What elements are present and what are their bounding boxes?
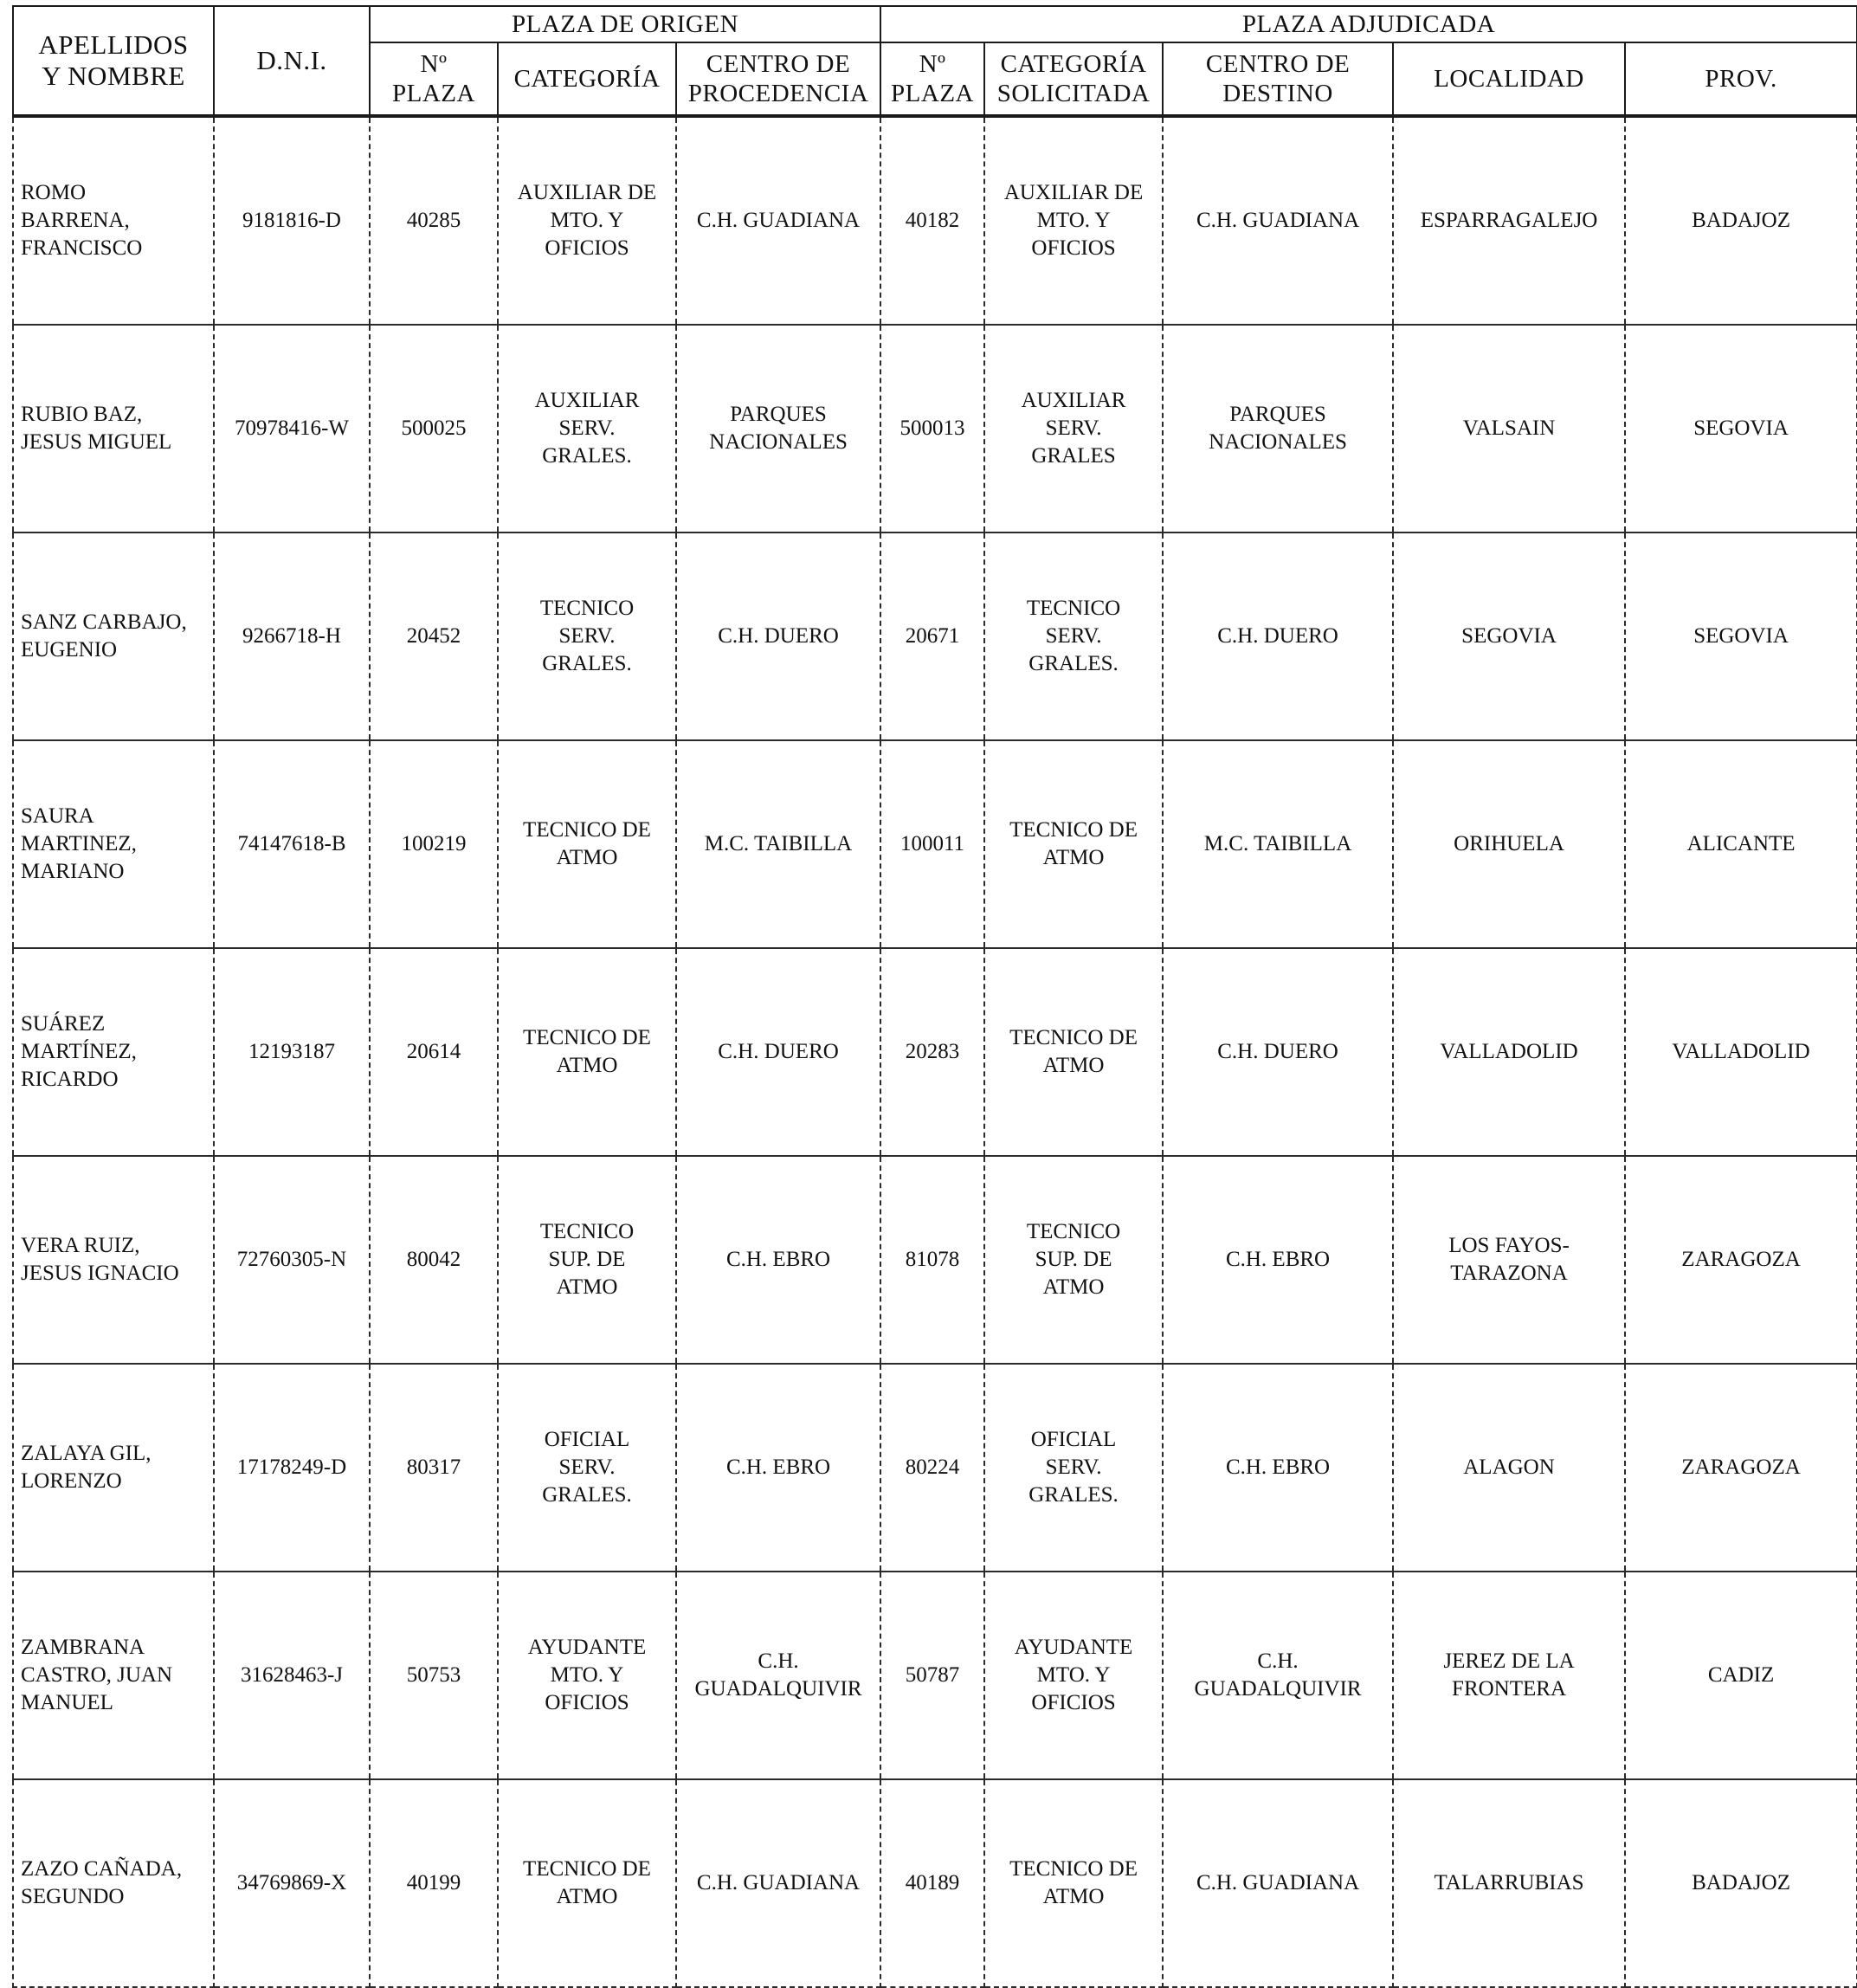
cell-name: SANZ CARBAJO, EUGENIO [13,532,214,740]
cell-centro-destino: M.C. TAIBILLA [1163,740,1393,948]
cell-categoria: TECNICO DE ATMO [498,1779,676,1987]
cell-name: VERA RUIZ, JESUS IGNACIO [13,1156,214,1364]
cell-n-plaza-origen: 40285 [370,116,498,325]
cell-prov: ZARAGOZA [1625,1156,1857,1364]
cell-n-plaza-adjudicada: 20671 [880,532,984,740]
cell-dni: 9266718-H [214,532,370,740]
cell-categoria: AUXILIAR DE MTO. Y OFICIOS [498,116,676,325]
cell-prov: SEGOVIA [1625,532,1857,740]
table-row [13,532,1857,740]
cell-dni: 9181816-D [214,116,370,325]
header-plaza-origen: PLAZA DE ORIGEN [370,6,880,42]
cell-localidad: TALARRUBIAS [1393,1779,1625,1987]
cell-n-plaza-origen: 100219 [370,740,498,948]
cell-dni: 34769869-X [214,1779,370,1987]
cell-name: ZAMBRANA CASTRO, JUAN MANUEL [13,1572,214,1779]
header-plaza-adjudicada: PLAZA ADJUDICADA [880,6,1857,42]
cell-prov: BADAJOZ [1625,1779,1857,1987]
cell-n-plaza-adjudicada: 80224 [880,1364,984,1572]
cell-n-plaza-origen: 20614 [370,948,498,1156]
cell-categoria-solicitada: OFICIAL SERV. GRALES. [984,1364,1163,1572]
header-categoria-solicitada: CATEGORÍA SOLICITADA [984,42,1163,116]
header-apellidos-nombre: APELLIDOS Y NOMBRE [13,6,214,116]
table-header [13,6,1857,116]
cell-prov: CADIZ [1625,1572,1857,1779]
cell-n-plaza-adjudicada: 500013 [880,325,984,532]
cell-prov: VALLADOLID [1625,948,1857,1156]
cell-centro-destino: PARQUES NACIONALES [1163,325,1393,532]
table-row [13,116,1857,325]
cell-centro-procedencia: C.H. EBRO [676,1364,880,1572]
cell-name: ZALAYA GIL, LORENZO [13,1364,214,1572]
header-localidad: LOCALIDAD [1393,42,1625,116]
cell-prov: BADAJOZ [1625,116,1857,325]
cell-categoria-solicitada: TECNICO SUP. DE ATMO [984,1156,1163,1364]
cell-categoria: TECNICO DE ATMO [498,740,676,948]
cell-centro-destino: C.H. GUADIANA [1163,1779,1393,1987]
cell-localidad: VALLADOLID [1393,948,1625,1156]
cell-centro-procedencia: C.H. GUADIANA [676,1779,880,1987]
cell-categoria-solicitada: AUXILIAR DE MTO. Y OFICIOS [984,116,1163,325]
cell-dni: 31628463-J [214,1572,370,1779]
cell-categoria: AUXILIAR SERV. GRALES. [498,325,676,532]
cell-prov: ALICANTE [1625,740,1857,948]
cell-categoria-solicitada: TECNICO DE ATMO [984,948,1163,1156]
cell-dni: 17178249-D [214,1364,370,1572]
cell-categoria-solicitada: AUXILIAR SERV. GRALES [984,325,1163,532]
table-row [13,1364,1857,1572]
cell-categoria-solicitada: AYUDANTE MTO. Y OFICIOS [984,1572,1163,1779]
cell-prov: SEGOVIA [1625,325,1857,532]
cell-prov: ZARAGOZA [1625,1364,1857,1572]
table-body [13,116,1857,1987]
cell-dni: 12193187 [214,948,370,1156]
cell-dni: 72760305-N [214,1156,370,1364]
cell-centro-procedencia: C.H. GUADIANA [676,116,880,325]
cell-localidad: LOS FAYOS- TARAZONA [1393,1156,1625,1364]
cell-name: RUBIO BAZ, JESUS MIGUEL [13,325,214,532]
cell-centro-destino: C.H. EBRO [1163,1156,1393,1364]
cell-n-plaza-origen: 40199 [370,1779,498,1987]
cell-localidad: VALSAIN [1393,325,1625,532]
cell-name: SAURA MARTINEZ, MARIANO [13,740,214,948]
header-n-plaza-origen: Nº PLAZA [370,42,498,116]
cell-centro-destino: C.H. GUADIANA [1163,116,1393,325]
cell-centro-destino: C.H. DUERO [1163,948,1393,1156]
table-row [13,1572,1857,1779]
cell-n-plaza-adjudicada: 50787 [880,1572,984,1779]
cell-categoria: TECNICO SUP. DE ATMO [498,1156,676,1364]
cell-categoria: TECNICO DE ATMO [498,948,676,1156]
cell-centro-procedencia: PARQUES NACIONALES [676,325,880,532]
cell-centro-procedencia: M.C. TAIBILLA [676,740,880,948]
header-categoria: CATEGORÍA [498,42,676,116]
cell-n-plaza-origen: 500025 [370,325,498,532]
cell-n-plaza-adjudicada: 81078 [880,1156,984,1364]
cell-n-plaza-origen: 80317 [370,1364,498,1572]
cell-n-plaza-adjudicada: 20283 [880,948,984,1156]
table-row [13,325,1857,532]
cell-dni: 70978416-W [214,325,370,532]
cell-name: ZAZO CAÑADA, SEGUNDO [13,1779,214,1987]
cell-n-plaza-adjudicada: 40189 [880,1779,984,1987]
cell-n-plaza-origen: 20452 [370,532,498,740]
cell-centro-destino: C.H. GUADALQUIVIR [1163,1572,1393,1779]
document-page [12,5,1857,1988]
cell-n-plaza-origen: 50753 [370,1572,498,1779]
cell-centro-procedencia: C.H. EBRO [676,1156,880,1364]
header-n-plaza-adjudicada: Nº PLAZA [880,42,984,116]
cell-localidad: ALAGON [1393,1364,1625,1572]
cell-categoria: OFICIAL SERV. GRALES. [498,1364,676,1572]
cell-localidad: SEGOVIA [1393,532,1625,740]
header-dni: D.N.I. [214,6,370,116]
cell-localidad: JEREZ DE LA FRONTERA [1393,1572,1625,1779]
cell-name: ROMO BARRENA, FRANCISCO [13,116,214,325]
cell-centro-procedencia: C.H. DUERO [676,948,880,1156]
header-prov: PROV. [1625,42,1857,116]
cell-centro-destino: C.H. DUERO [1163,532,1393,740]
table-row [13,740,1857,948]
cell-categoria-solicitada: TECNICO DE ATMO [984,740,1163,948]
cell-dni: 74147618-B [214,740,370,948]
cell-categoria-solicitada: TECNICO SERV. GRALES. [984,532,1163,740]
cell-n-plaza-adjudicada: 40182 [880,116,984,325]
cell-centro-destino: C.H. EBRO [1163,1364,1393,1572]
cell-n-plaza-adjudicada: 100011 [880,740,984,948]
cell-n-plaza-origen: 80042 [370,1156,498,1364]
cell-centro-procedencia: C.H. DUERO [676,532,880,740]
cell-localidad: ESPARRAGALEJO [1393,116,1625,325]
table-row [13,1779,1857,1987]
table-row [13,948,1857,1156]
cell-centro-procedencia: C.H. GUADALQUIVIR [676,1572,880,1779]
adjudication-table [12,5,1857,1988]
cell-categoria-solicitada: TECNICO DE ATMO [984,1779,1163,1987]
header-centro-procedencia: CENTRO DE PROCEDENCIA [676,42,880,116]
table-row [13,1156,1857,1364]
cell-name: SUÁREZ MARTÍNEZ, RICARDO [13,948,214,1156]
cell-categoria: TECNICO SERV. GRALES. [498,532,676,740]
header-centro-destino: CENTRO DE DESTINO [1163,42,1393,116]
cell-localidad: ORIHUELA [1393,740,1625,948]
cell-categoria: AYUDANTE MTO. Y OFICIOS [498,1572,676,1779]
